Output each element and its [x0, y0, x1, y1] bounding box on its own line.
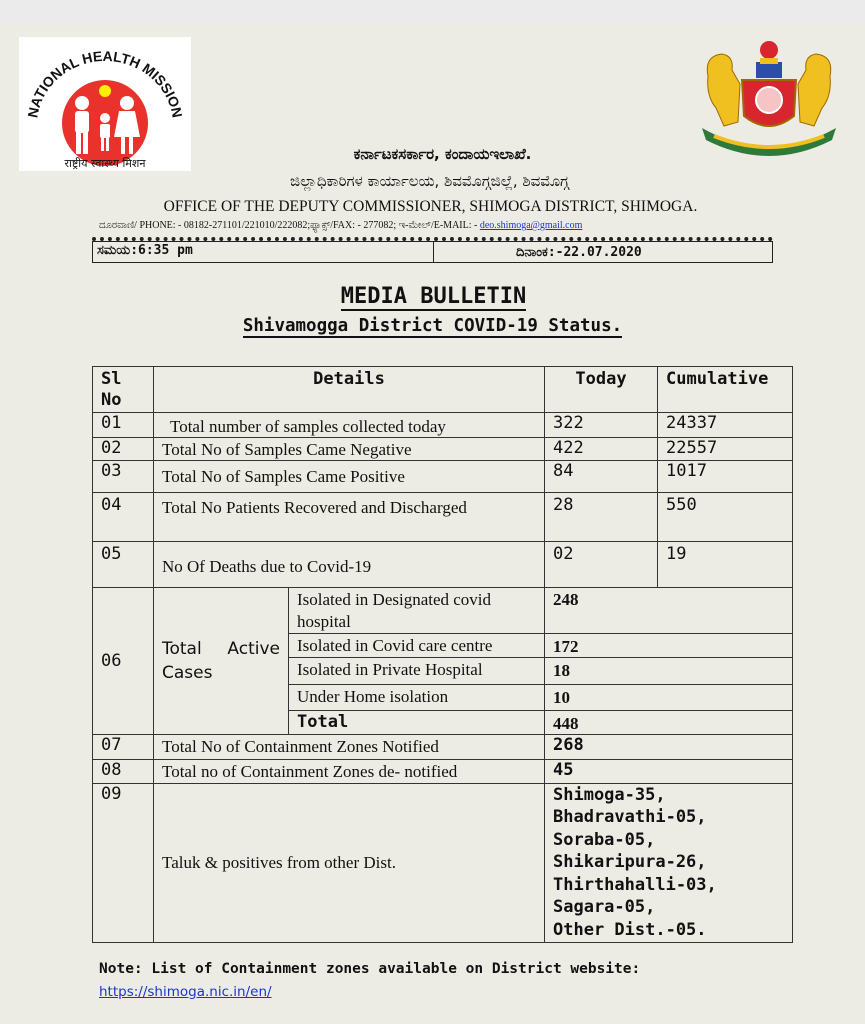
row-detail: No Of Deaths due to Covid-19	[154, 541, 545, 587]
row-detail: Total number of samples collected today	[154, 413, 545, 438]
active-item-value: 10	[545, 685, 793, 711]
row-value: 268	[545, 735, 793, 759]
header-today: Today	[545, 367, 658, 413]
karnataka-emblem	[694, 36, 844, 160]
active-item-value: 18	[545, 658, 793, 685]
taluk-value: Shikaripura-26,	[553, 852, 707, 873]
bulletin-subtitle: Shivamogga District COVID-19 Status.	[242, 316, 623, 336]
row-today: 02	[545, 541, 658, 587]
active-total-value: 448	[545, 711, 793, 735]
table-row	[93, 413, 793, 438]
row-detail: Total No of Containment Zones Notified	[154, 735, 545, 759]
row-detail: Total No of Samples Came Positive	[154, 461, 545, 492]
row-cumulative: 550	[658, 492, 793, 541]
row-sl: 05	[93, 541, 154, 587]
taluk-value: Bhadravathi-05,	[553, 807, 707, 828]
bulletin-title: MEDIA BULLETIN	[340, 284, 527, 309]
row-cumulative: 19	[658, 541, 793, 587]
time-field: ಸಮಯ:6:35 pm	[93, 242, 434, 262]
taluk-value: Sagara-05,	[553, 897, 656, 918]
contact-text: ದೂರವಾಣಿ/ PHONE: - 08182-271101/221010/222082;ಫ್ಯಾಕ್ಸ್/FAX: - 277082; ಇ-ಮೇಲ್/E-MAIL: -	[99, 220, 478, 231]
time-date-bar	[92, 241, 773, 263]
row-today: 422	[545, 438, 658, 461]
row-detail: Total No of Samples Came Negative	[154, 438, 545, 461]
header-cumulative: Cumulative	[658, 367, 793, 413]
row-sl: 02	[93, 438, 154, 461]
table-row	[93, 759, 793, 783]
svg-text:NATIONAL HEALTH MISSION: NATIONAL HEALTH MISSION	[24, 47, 186, 119]
row-sl: 01	[93, 413, 154, 438]
taluk-value: Other Dist.-05.	[553, 919, 707, 940]
taluk-row	[93, 783, 793, 942]
row-detail: Total no of Containment Zones de- notified	[154, 759, 545, 783]
table-row	[93, 492, 793, 541]
active-item-value: 172	[545, 634, 793, 658]
district-website-link[interactable]: https://shimoga.nic.in/en/	[99, 984, 272, 1000]
active-row	[93, 587, 793, 633]
taluk-value: Soraba-05,	[553, 829, 656, 850]
row-sl: 04	[93, 492, 154, 541]
row-cumulative: 24337	[658, 413, 793, 438]
date-field: ದಿನಾಂಕ:-22.07.2020	[516, 245, 642, 260]
taluk-value: Thirthahalli-03,	[553, 874, 717, 895]
row-sl: 07	[93, 735, 154, 759]
email-link[interactable]: deo.shimoga@gmail.com	[479, 220, 583, 231]
taluk-detail: Taluk & positives from other Dist.	[154, 783, 545, 942]
row-sl: 03	[93, 461, 154, 492]
active-sl: 06	[93, 587, 154, 735]
table-header-row	[93, 367, 793, 413]
header-govt-dept: ಕರ್ನಾಟಕಸರ್ಕಾರ, ಕಂದಾಯಇಲಾಖೆ.	[353, 145, 532, 163]
header-details: Details	[154, 367, 545, 413]
active-cases-label: Total Active Cases	[154, 587, 289, 735]
svg-text:राष्ट्रीय स्वास्थ्य मिशन: राष्ट्रीय स्वास्थ्य मिशन	[64, 157, 146, 170]
active-item-label: Under Home isolation	[289, 685, 545, 711]
row-cumulative: 1017	[658, 461, 793, 492]
taluk-values	[545, 783, 793, 942]
header-office-kannada: ಜಿಲ್ಲಾಧಿಕಾರಿಗಳ ಕಾರ್ಯಾಲಯ, ಶಿವಮೊಗ್ಗಜಿಲ್ಲೆ, ಶಿವಮೊಗ್ಗ	[289, 172, 570, 190]
header-sl: Sl No	[93, 367, 154, 413]
active-item-value: 248	[545, 587, 793, 633]
header-contact	[99, 220, 582, 231]
active-item-label: Isolated in Designated covid hospital	[289, 587, 545, 633]
active-item-label: Isolated in Private Hospital	[289, 658, 545, 685]
table-row	[93, 541, 793, 587]
taluk-value: Shimoga-35,	[553, 784, 666, 805]
header-office-english: OFFICE OF THE DEPUTY COMMISSIONER, SHIMOGA DISTRICT, SHIMOGA.	[163, 198, 698, 215]
status-table	[92, 366, 793, 943]
active-item-label: Isolated in Covid care centre	[289, 634, 545, 658]
row-today: 84	[545, 461, 658, 492]
footer-note: Note: List of Containment zones available on District website:	[99, 961, 641, 977]
row-sl: 09	[93, 783, 154, 942]
row-sl: 08	[93, 759, 154, 783]
table-row	[93, 461, 793, 492]
row-today: 28	[545, 492, 658, 541]
row-value: 45	[545, 759, 793, 783]
table-row	[93, 438, 793, 461]
row-detail: Total No Patients Recovered and Discharged	[154, 492, 545, 541]
active-total-label: Total	[289, 711, 545, 735]
row-today: 322	[545, 413, 658, 438]
row-cumulative: 22557	[658, 438, 793, 461]
table-row	[93, 735, 793, 759]
